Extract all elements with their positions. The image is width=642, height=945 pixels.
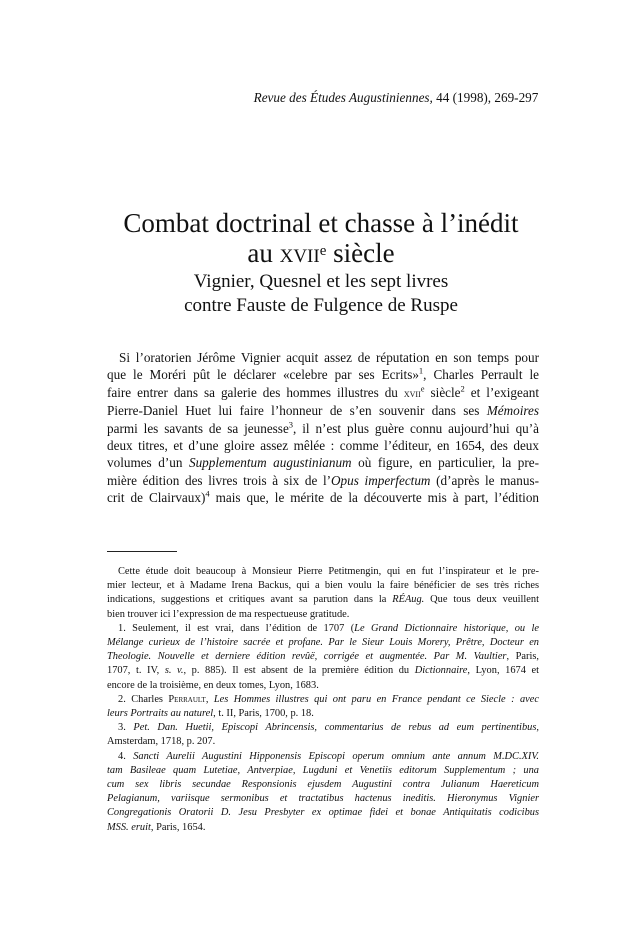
- body-line: crit de Clairvaux)$^4$ mais que, le mérite de la découverte mis à part, l’édition: [107, 488, 540, 506]
- journal-header: [0, 90, 642, 106]
- body-line: parmi les savants de sa jeunesse$^3$, il n’est plus guère connu aujourd’hui qu’à: [107, 419, 539, 436]
- footnote-1: 1. Seulement, il est vrai, dans l’édition de 1707 (Le Grand Dictionnaire historique, ou le Mélange curieux de l’histoire sacrée et profane. Par le Sieur Louis Morery, Prêtre, Docteur en Theologie. Nouvelle et derniere édition revûë, corrigée et augmentée. Par M. Vaultier, Paris, 1707, t. IV, s. v., p. 885). Il est absent de la première édition du Dictionnaire, Lyon, 1674 et encore de la troisième, en deux tomes, Lyon, 1683.: [107, 622, 540, 691]
- article-title-block: [0, 208, 642, 318]
- body-line: que le Moréri pût le déclarer «celebre par ses Ecrits»$^1$, Charles Perrault le: [107, 366, 539, 383]
- footnote-acknowledgement: Cette étude doit beaucoup à Monsieur Pierre Petitmengin, qui en fut l’inspirateur et le pre- mier lecteur, et à Madame Irena Backus, qui a bien voulu la faire bénéficier de ses très riches indications, suggestions et critiques avant sa parution dans la RÉAug. Que tous deux veuillent bien trouver ici l’expression de ma respectueuse gratitude.: [107, 566, 540, 620]
- footnote-separator: [107, 551, 177, 552]
- body-line: volumes d’un Supplementum augustinianum où figure, en particulier, la pre-: [107, 455, 539, 471]
- footnote-ref-4[interactable]: 4: [205, 488, 210, 499]
- body-paragraph: [107, 349, 539, 507]
- body-line: Pierre-Daniel Huet lui faire l’honneur de s’en souvenir dans ses Mémoires: [107, 403, 539, 419]
- body-line: faire entrer dans sa galerie des hommes illustres du xvii$^e$ siècle$^2$ et l’exigeant: [107, 383, 539, 400]
- footnote-4: 4. Sancti Aurelii Augustini Hipponensis Episcopi operum omnium ante annum M.DC.XIV. tam Basileae quam Lutetiae, Antverpiae, Lugduni et Venetiis editorum Supplementum ; una cum sex libris secundae Responsionis ejusdem Augustini contra Julianum Haereticum Pelagianum, variisque sermonibus et tractatibus hactenus ineditis. Hieronymus Vignier Congregationis Oratorii D. Jesu Presbyter ex optimae fidei et bonae Antiquitatis codicibus MSS. eruit, Paris, 1654.: [107, 750, 539, 833]
- footnote-3: 3. Pet. Dan. Huetii, Episcopi Abrincensis, commentarius de rebus ad eum pertinentibus, Amsterdam, 1718, p. 207.: [107, 722, 539, 748]
- title-line-1: Combat doctrinal et chasse à l’inédit: [123, 208, 519, 238]
- body-line: deux titres, et d’une gloire assez mêlée : comme l’éditeur, en 1654, des deux: [107, 438, 539, 454]
- body-line: mière édition des livres trois à six de l’Opus imperfectum (d’après le manus-: [107, 472, 540, 488]
- footnote-ref-1[interactable]: 1: [418, 366, 424, 377]
- journal-name: Revue des Études Augustiniennes,: [253, 90, 433, 105]
- subtitle-line-1: Vignier, Quesnel et les sept livres: [193, 271, 449, 292]
- body-line: Si l’oratorien Jérôme Vignier acquit assez de réputation en son temps pour: [119, 350, 539, 365]
- footnote-ref-3[interactable]: 3: [288, 419, 294, 430]
- journal-issue: 44 (1998), 269-297: [436, 90, 539, 105]
- footnotes: [107, 565, 539, 835]
- title-line-2: au xvii$^e$ siècle: [247, 238, 395, 268]
- subtitle-line-2: contre Fauste de Fulgence de Ruspe: [184, 295, 458, 316]
- footnote-2: 2. Charles Perrault, Les Hommes illustres qui ont paru en France pendant ce Siecle : avec leurs Portraits au naturel, t. II, Paris, 1700, p. 18.: [107, 693, 539, 720]
- footnote-ref-2[interactable]: 2: [460, 383, 465, 394]
